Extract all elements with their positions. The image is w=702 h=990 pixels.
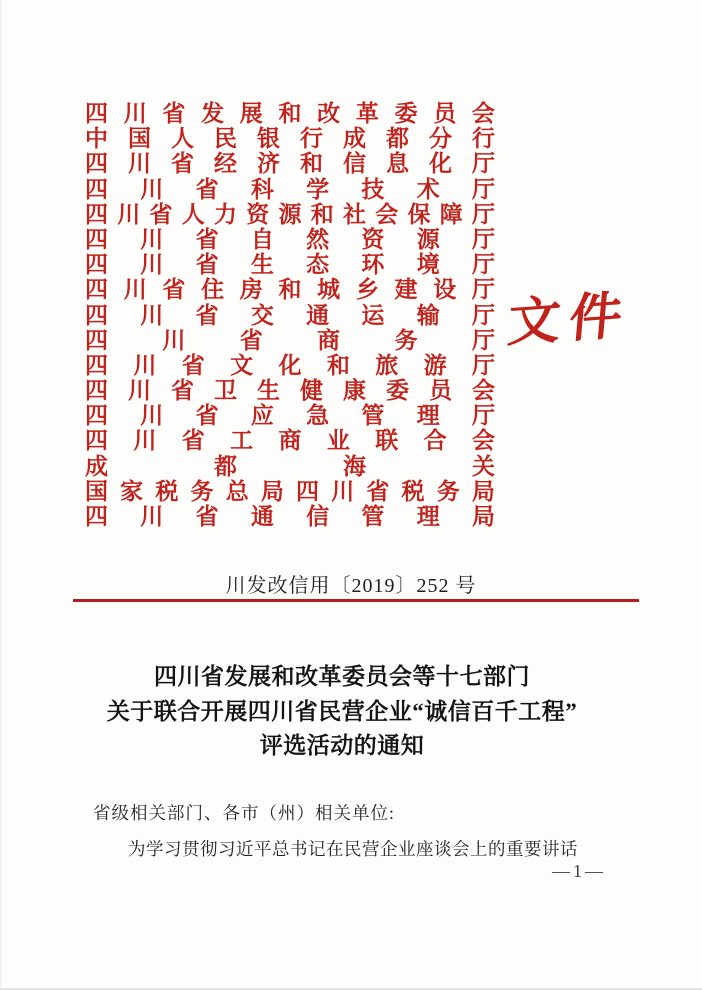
agency-character: 银 xyxy=(257,126,280,152)
agency-character: 四 xyxy=(85,378,108,404)
agency-character: 会 xyxy=(472,428,495,454)
agency-character: 省 xyxy=(195,226,219,252)
agency-character: 厅 xyxy=(471,327,495,353)
agency-character: 省 xyxy=(181,428,205,454)
agency-character: 通 xyxy=(306,302,330,328)
agency-character: 川 xyxy=(140,403,164,429)
agency-character: 成 xyxy=(85,453,108,479)
agency-character: 革 xyxy=(355,101,379,126)
agency-character: 税 xyxy=(155,478,179,504)
agency-character: 会 xyxy=(472,378,495,404)
agency-character: 乡 xyxy=(355,277,379,303)
agency-character: 力 xyxy=(214,201,237,227)
agency-character: 四 xyxy=(296,478,320,504)
agency-character: 建 xyxy=(394,277,418,303)
agency-character: 省 xyxy=(171,151,194,177)
agency-character: 都 xyxy=(214,453,237,479)
agency-character: 城 xyxy=(317,277,341,303)
agency-character: 厅 xyxy=(472,201,495,227)
agency-character: 源 xyxy=(278,201,302,227)
agency-character: 四 xyxy=(85,277,108,303)
agency-character: 四 xyxy=(85,403,108,429)
agency-character: 省 xyxy=(195,504,219,529)
agency-character: 中 xyxy=(85,126,108,152)
agency-character: 济 xyxy=(257,151,280,177)
agency-character: 技 xyxy=(361,176,385,202)
agency-character: 省 xyxy=(162,277,186,303)
title-line-1: 四川省发展和改革委员会等十七部门 xyxy=(154,664,530,689)
agency-character: 四 xyxy=(85,151,108,177)
agency-character: 成 xyxy=(343,126,366,152)
agency-character: 委 xyxy=(386,378,409,404)
agency-character: 川 xyxy=(140,302,164,328)
agency-character: 厅 xyxy=(472,151,495,177)
agency-character: 家 xyxy=(120,478,144,504)
agency-character: 川 xyxy=(128,151,151,177)
agency-character: 总 xyxy=(225,478,249,504)
agency-character: 川 xyxy=(128,378,151,404)
agency-line xyxy=(85,277,495,302)
agency-character: 厅 xyxy=(472,352,495,378)
agency-character: 化 xyxy=(429,151,452,177)
agency-character: 关 xyxy=(472,453,495,479)
agency-character: 设 xyxy=(433,277,457,303)
agency-character: 联 xyxy=(375,428,399,454)
agency-character: 急 xyxy=(306,403,330,429)
agency-character: 务 xyxy=(190,478,214,504)
agency-character: 人 xyxy=(181,201,205,227)
agency-character: 信 xyxy=(343,151,366,177)
agency-character: 川 xyxy=(123,277,147,303)
agency-character: 资 xyxy=(246,201,270,227)
agency-character: 川 xyxy=(133,428,157,454)
agency-character: 康 xyxy=(343,378,366,404)
agency-line xyxy=(85,403,495,428)
red-separator-line xyxy=(73,599,639,602)
agency-character: 旅 xyxy=(375,352,399,378)
agency-character: 生 xyxy=(257,378,280,404)
agency-character: 省 xyxy=(195,403,219,429)
agency-line xyxy=(85,328,495,353)
agency-character: 商 xyxy=(317,327,341,353)
agency-line xyxy=(85,454,495,479)
agency-character: 信 xyxy=(306,504,330,529)
agency-character: 商 xyxy=(278,428,302,454)
agency-character: 态 xyxy=(306,252,330,278)
salutation: 省级相关部门、各市（州）相关单位: xyxy=(93,803,395,823)
agency-character: 省 xyxy=(195,302,219,328)
agency-character: 省 xyxy=(195,176,219,202)
agency-line xyxy=(85,202,495,227)
agency-character: 房 xyxy=(239,277,263,303)
body-paragraph: 为学习贯彻习近平总书记在民营企业座谈会上的重要讲话 xyxy=(128,839,578,859)
agency-character: 运 xyxy=(361,302,385,328)
agency-character: 然 xyxy=(306,226,330,252)
agency-character: 厅 xyxy=(471,176,495,202)
agency-character: 四 xyxy=(85,504,108,529)
agency-line xyxy=(85,428,495,453)
agency-line xyxy=(85,177,495,202)
agency-character: 行 xyxy=(300,126,323,152)
agency-character: 源 xyxy=(416,226,440,252)
agency-line xyxy=(85,151,495,176)
document-stamp-label: 文件 xyxy=(505,287,634,354)
document-number: 川发改信用〔2019〕252 号 xyxy=(225,575,477,597)
agency-line xyxy=(85,303,495,328)
agency-character: 管 xyxy=(361,403,385,429)
agency-character: 局 xyxy=(471,478,495,504)
agency-character: 省 xyxy=(366,478,390,504)
agency-character: 国 xyxy=(85,478,108,504)
agency-character: 厅 xyxy=(471,302,495,328)
agency-character: 省 xyxy=(181,352,205,378)
agency-character: 川 xyxy=(117,201,141,227)
agency-character: 川 xyxy=(140,226,164,252)
agency-character: 理 xyxy=(416,403,440,429)
document-title xyxy=(40,660,644,764)
agency-line xyxy=(85,378,495,403)
agency-character: 健 xyxy=(300,378,323,404)
agency-character: 社 xyxy=(343,201,366,227)
agency-character: 和 xyxy=(278,101,302,126)
agency-character: 川 xyxy=(140,176,164,202)
agency-character: 环 xyxy=(361,252,385,278)
title-line-2: 关于联合开展四川省民营企业“诚信百千工程” xyxy=(106,698,578,724)
agency-character: 住 xyxy=(201,277,225,303)
agency-character: 国 xyxy=(128,126,151,152)
agency-character: 会 xyxy=(375,201,399,227)
agency-line xyxy=(85,126,495,151)
agency-character: 生 xyxy=(250,252,274,278)
agency-character: 省 xyxy=(239,327,263,353)
agency-line xyxy=(85,252,495,277)
agency-character: 经 xyxy=(214,151,237,177)
agency-character: 术 xyxy=(416,176,440,202)
agency-character: 四 xyxy=(85,252,108,278)
title-line-3: 评选活动的通知 xyxy=(259,733,425,758)
agency-character: 自 xyxy=(250,226,274,252)
issuing-agencies-list xyxy=(85,101,495,529)
agency-character: 障 xyxy=(439,201,463,227)
agency-character: 员 xyxy=(429,378,452,404)
agency-character: 四 xyxy=(85,226,108,252)
agency-character: 厅 xyxy=(471,277,495,303)
agency-character: 税 xyxy=(401,478,425,504)
agency-character: 和 xyxy=(326,352,350,378)
agency-character: 员 xyxy=(433,101,457,126)
agency-character: 管 xyxy=(361,504,385,529)
agency-character: 改 xyxy=(317,101,341,126)
agency-character: 厅 xyxy=(471,226,495,252)
agency-character: 业 xyxy=(326,428,350,454)
agency-character: 保 xyxy=(407,201,431,227)
agency-character: 文 xyxy=(230,352,254,378)
agency-character: 省 xyxy=(171,378,194,404)
agency-character: 川 xyxy=(123,101,147,126)
agency-character: 游 xyxy=(423,352,447,378)
agency-character: 厅 xyxy=(471,252,495,278)
agency-line xyxy=(85,504,495,529)
agency-character: 四 xyxy=(85,428,108,454)
agency-line xyxy=(85,353,495,378)
agency-character: 海 xyxy=(343,453,366,479)
agency-character: 局 xyxy=(471,504,495,529)
agency-character: 应 xyxy=(250,403,274,429)
agency-character: 川 xyxy=(140,504,164,529)
agency-character: 省 xyxy=(149,201,173,227)
agency-character: 人 xyxy=(171,126,194,152)
agency-character: 省 xyxy=(195,252,219,278)
agency-character: 展 xyxy=(239,101,263,126)
agency-character: 四 xyxy=(85,352,108,378)
agency-character: 民 xyxy=(214,126,237,152)
agency-character: 川 xyxy=(140,252,164,278)
agency-character: 和 xyxy=(278,277,302,303)
agency-line xyxy=(85,101,495,126)
agency-character: 分 xyxy=(429,126,452,152)
agency-character: 川 xyxy=(162,327,186,353)
agency-character: 息 xyxy=(386,151,409,177)
agency-character: 省 xyxy=(162,101,186,126)
agency-character: 理 xyxy=(416,504,440,529)
agency-character: 科 xyxy=(250,176,274,202)
agency-line xyxy=(85,479,495,504)
agency-character: 四 xyxy=(85,201,108,227)
agency-character: 和 xyxy=(300,151,323,177)
agency-character: 资 xyxy=(361,226,385,252)
agency-character: 川 xyxy=(133,352,157,378)
agency-character: 四 xyxy=(85,302,108,328)
agency-character: 厅 xyxy=(471,403,495,429)
agency-character: 工 xyxy=(230,428,254,454)
agency-character: 会 xyxy=(471,101,495,126)
agency-character: 四 xyxy=(85,176,108,202)
agency-character: 学 xyxy=(306,176,330,202)
agency-character: 发 xyxy=(201,101,225,126)
agency-character: 输 xyxy=(416,302,440,328)
agency-character: 交 xyxy=(250,302,274,328)
agency-character: 通 xyxy=(250,504,274,529)
agency-character: 卫 xyxy=(214,378,237,404)
agency-character: 行 xyxy=(472,126,495,152)
agency-character: 四 xyxy=(85,327,108,353)
agency-character: 川 xyxy=(331,478,355,504)
agency-line xyxy=(85,227,495,252)
agency-character: 和 xyxy=(310,201,334,227)
agency-character: 务 xyxy=(394,327,418,353)
agency-character: 合 xyxy=(423,428,447,454)
agency-character: 化 xyxy=(278,352,302,378)
agency-character: 委 xyxy=(394,101,418,126)
page-number: —1— xyxy=(552,861,606,881)
agency-character: 都 xyxy=(386,126,409,152)
agency-character: 局 xyxy=(260,478,284,504)
agency-character: 境 xyxy=(416,252,440,278)
agency-character: 四 xyxy=(85,101,108,126)
agency-character: 务 xyxy=(436,478,460,504)
